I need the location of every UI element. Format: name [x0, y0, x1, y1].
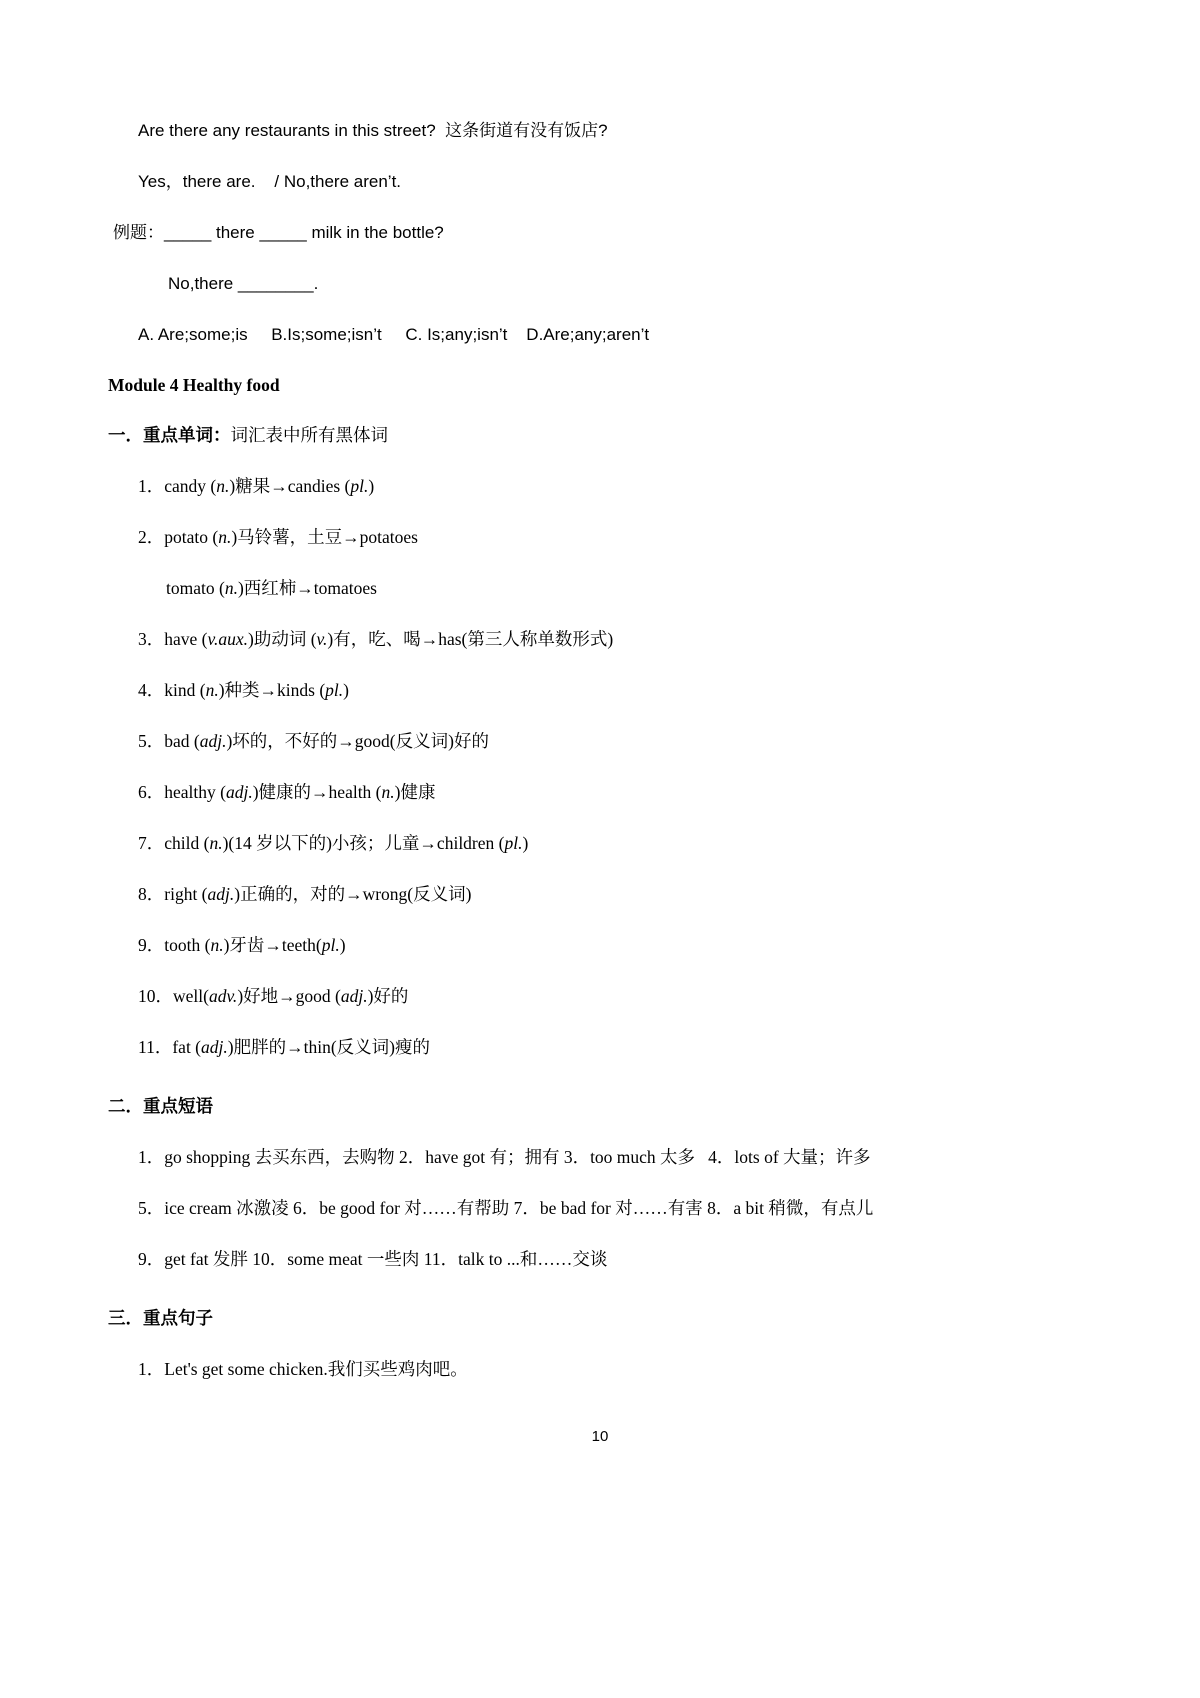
list-item: 9．get fat 发胖 10．some meat 一些肉 11．talk to ...和……交谈 — [138, 1248, 608, 1269]
list-item: 8．right (adj.)正确的，对的→wrong(反义词) — [138, 883, 472, 904]
list-item: 5．bad (adj.)坏的，不好的→good(反义词)好的 — [138, 730, 489, 751]
list-item: 4．kind (n.)种类→kinds (pl.) — [138, 679, 349, 700]
section-three-heading: 三．重点句子 — [108, 1307, 213, 1328]
list-item: 6．healthy (adj.)健康的→health (n.)健康 — [138, 781, 436, 802]
intro-line-2: Yes，there are. / No,there aren’t. — [138, 171, 402, 191]
page-content — [108, 120, 1108, 1407]
module-title: Module 4 Healthy food — [108, 374, 280, 395]
list-item: 3．have (v.aux.)助动词 (v.)有，吃、喝→has(第三人称单数形式) — [138, 628, 614, 649]
list-item: 5．ice cream 冰激凌 6．be good for 对……有帮助 7．be bad for 对……有害 8．a bit 稍微，有点儿 — [138, 1197, 874, 1218]
page-number: 10 — [591, 1428, 609, 1445]
section-two-heading: 二．重点短语 — [108, 1095, 213, 1116]
list-item: tomato (n.)西红柿→tomatoes — [166, 577, 377, 598]
list-item: 1．go shopping 去买东西，去购物 2．have got 有；拥有 3．too much 太多 4．lots of 大量；许多 — [138, 1146, 871, 1167]
example-options: A. Are;some;is B.Is;some;isn’t C. Is;any;isn’t D.Are;any;aren’t — [138, 324, 650, 344]
list-item: 2．potato (n.)马铃薯，土豆→potatoes — [138, 526, 418, 547]
list-item: 11．fat (adj.)肥胖的→thin(反义词)瘦的 — [138, 1036, 430, 1057]
list-item: 7．child (n.)(14 岁以下的)小孩；儿童→children (pl.) — [138, 832, 529, 853]
section-one-label: 一．重点单词： — [108, 424, 231, 445]
intro-line-1: Are there any restaurants in this street? 这条街道有没有饭店? — [138, 121, 608, 140]
list-item: 1．Let's get some chicken.我们买些鸡肉吧。 — [138, 1358, 468, 1379]
list-item: 9．tooth (n.)牙齿→teeth(pl.) — [138, 934, 346, 955]
example-answer: No,there ________. — [168, 273, 319, 293]
section-one-note: 词汇表中所有黑体词 — [230, 424, 388, 445]
example-prompt: 例题：_____ there _____ milk in the bottle? — [113, 222, 444, 242]
list-item: 10．well(adv.)好地→good (adj.)好的 — [138, 985, 409, 1006]
list-item: 1．candy (n.)糖果→candies (pl.) — [138, 475, 375, 496]
section-one-heading — [108, 422, 1108, 447]
